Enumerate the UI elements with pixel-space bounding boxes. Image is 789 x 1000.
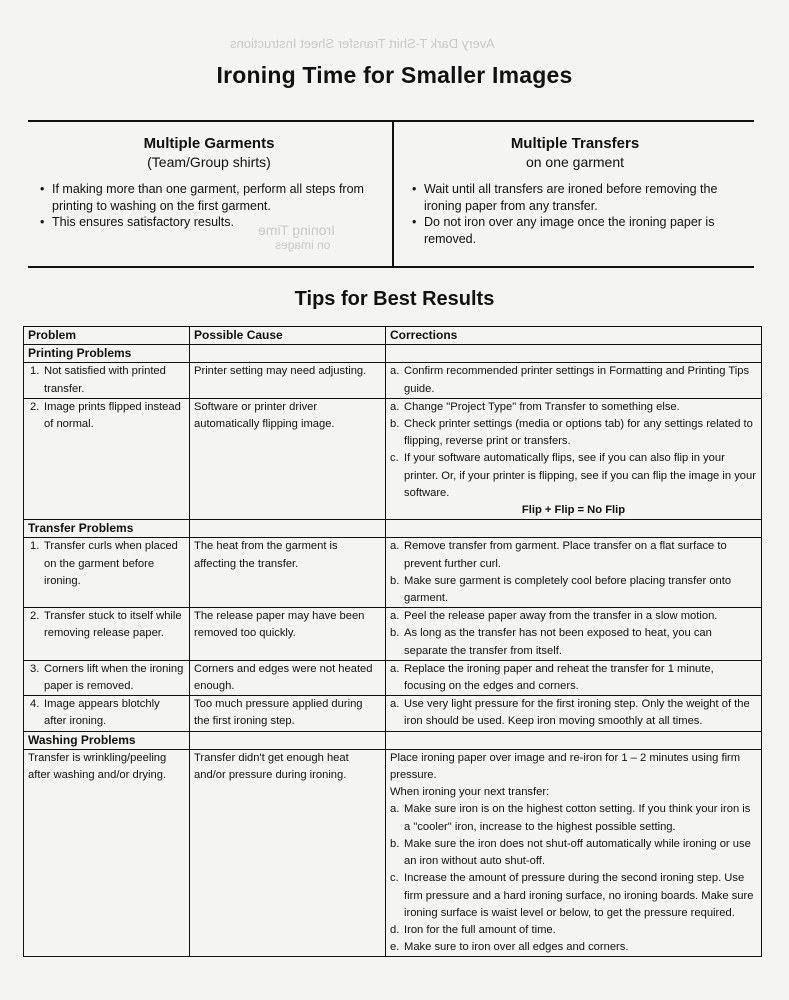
table-row [24, 398, 762, 519]
transfers-bullets [394, 181, 756, 247]
cause-cell: Printer setting may need adjusting. [190, 363, 386, 398]
garments-bullet: • This ensures satisfactory results. [40, 214, 390, 231]
transfers-subtitle: on one garment [525, 154, 625, 170]
problem-cell: 2. Image prints flipped instead of normal. [24, 398, 190, 519]
multiple-garments-panel [28, 122, 390, 266]
section-row [24, 345, 762, 363]
header-cause: Possible Cause [190, 327, 386, 345]
bleed-text-header: Avery Dark T-Shirt Transfer Sheet Instructions [230, 36, 495, 51]
problem-cell: 4. Image appears blotchly after ironing. [24, 696, 190, 731]
table-row [24, 363, 762, 398]
table-row [24, 749, 762, 956]
table-row [24, 608, 762, 661]
multiple-transfers-panel [392, 122, 756, 266]
table-header-row [24, 327, 762, 345]
table-row [24, 696, 762, 731]
cause-cell: The heat from the garment is affecting the transfer. [190, 538, 386, 608]
table-row [24, 538, 762, 608]
tips-table [23, 326, 762, 957]
section-transfer: Transfer Problems [24, 520, 190, 538]
garments-bullets [28, 181, 390, 231]
table-row [24, 660, 762, 695]
header-problem: Problem [24, 327, 190, 345]
cause-cell: Transfer didn't get enough heat and/or pressure during ironing. [190, 749, 386, 956]
corrections-cell: a. Replace the ironing paper and reheat the transfer for 1 minute, focusing on the edges and corners. [386, 660, 762, 695]
washing-next: When ironing your next transfer: [390, 786, 550, 799]
tips-title: Tips for Best Results [294, 288, 495, 310]
cause-cell: Corners and edges were not heated enough. [190, 660, 386, 695]
cause-cell: The release paper may have been removed too quickly. [190, 608, 386, 661]
problem-cell: Transfer is wrinkling/peeling after washing and/or drying. [24, 749, 190, 956]
bleed-text-ironing: Ironing Time [258, 222, 336, 238]
section-row [24, 731, 762, 749]
section-row [24, 520, 762, 538]
transfers-bullet: • Do not iron over any image once the ironing paper is removed. [412, 214, 756, 247]
problem-cell: 1. Not satisfied with printed transfer. [24, 363, 190, 398]
garments-title: Multiple Garments [143, 135, 275, 152]
corrections-cell: Place ironing paper over image and re-iron for 1 – 2 minutes using firm pressure. When ironing your next transfer: a. Make sure iron is on the highest cotton setting. If you think your iron is a "cooler" iron, increase to the highest possible setting. b. Make sure the iron does not shut-off automatically while ironing or use an iron without auto shut-off. c. Increase the amount of pressure during the second ironing step. Use firm pressure and a hard ironing surface, no ironing boards. Make sure ironing surface is waist level or below, to get the pressure required. d. Iron for the full amount of time. e. Make sure to iron over all edges and corners. [386, 749, 762, 956]
header-corrections: Corrections [386, 327, 762, 345]
cause-cell: Too much pressure applied during the first ironing step. [190, 696, 386, 731]
corrections-cell: a. Confirm recommended printer settings in Formatting and Printing Tips guide. [386, 363, 762, 398]
transfers-bullet: • Wait until all transfers are ironed before removing the ironing paper from any transfer. [412, 181, 756, 214]
transfers-title: Multiple Transfers [510, 135, 640, 152]
problem-cell: 3. Corners lift when the ironing paper is removed. [24, 660, 190, 695]
problem-cell: 1. Transfer curls when placed on the garment before ironing. [24, 538, 190, 608]
page-title: Ironing Time for Smaller Images [216, 62, 573, 88]
washing-intro: Place ironing paper over image and re-iron for 1 – 2 minutes using firm pressure. [390, 751, 741, 782]
cause-cell: Software or printer driver automatically flipping image. [190, 398, 386, 519]
multiple-info-box [28, 120, 754, 268]
problem-cell: 2. Transfer stuck to itself while removing release paper. [24, 608, 190, 661]
corrections-cell: a. Remove transfer from garment. Place transfer on a flat surface to prevent further curl. b. Make sure garment is completely cool before placing transfer onto garment. [386, 538, 762, 608]
section-washing: Washing Problems [24, 731, 190, 749]
section-printing: Printing Problems [24, 345, 190, 363]
garments-bullet: • If making more than one garment, perform all steps from printing to washing on the first garment. [40, 181, 390, 214]
corrections-cell: a. Use very light pressure for the first ironing step. Only the weight of the iron should be used. Keep iron moving smoothly at all times. [386, 696, 762, 731]
garments-subtitle: (Team/Group shirts) [147, 154, 271, 170]
flip-note: Flip + Flip = No Flip [521, 504, 626, 517]
corrections-cell: a. Change "Project Type" from Transfer to something else. b. Check printer settings (media or options tab) for any settings related to flipping, reverse print or transfers. c. If your software automatically flips, see if you can also flip in your printer. Or, if your printer is flipping, see if you can flip the image in your software. Flip + Flip = No Flip [386, 398, 762, 519]
corrections-cell: a. Peel the release paper away from the transfer in a slow motion. b. As long as the transfer has not been exposed to heat, you can separate the transfer from itself. [386, 608, 762, 661]
bleed-text-images: on images [275, 238, 331, 252]
